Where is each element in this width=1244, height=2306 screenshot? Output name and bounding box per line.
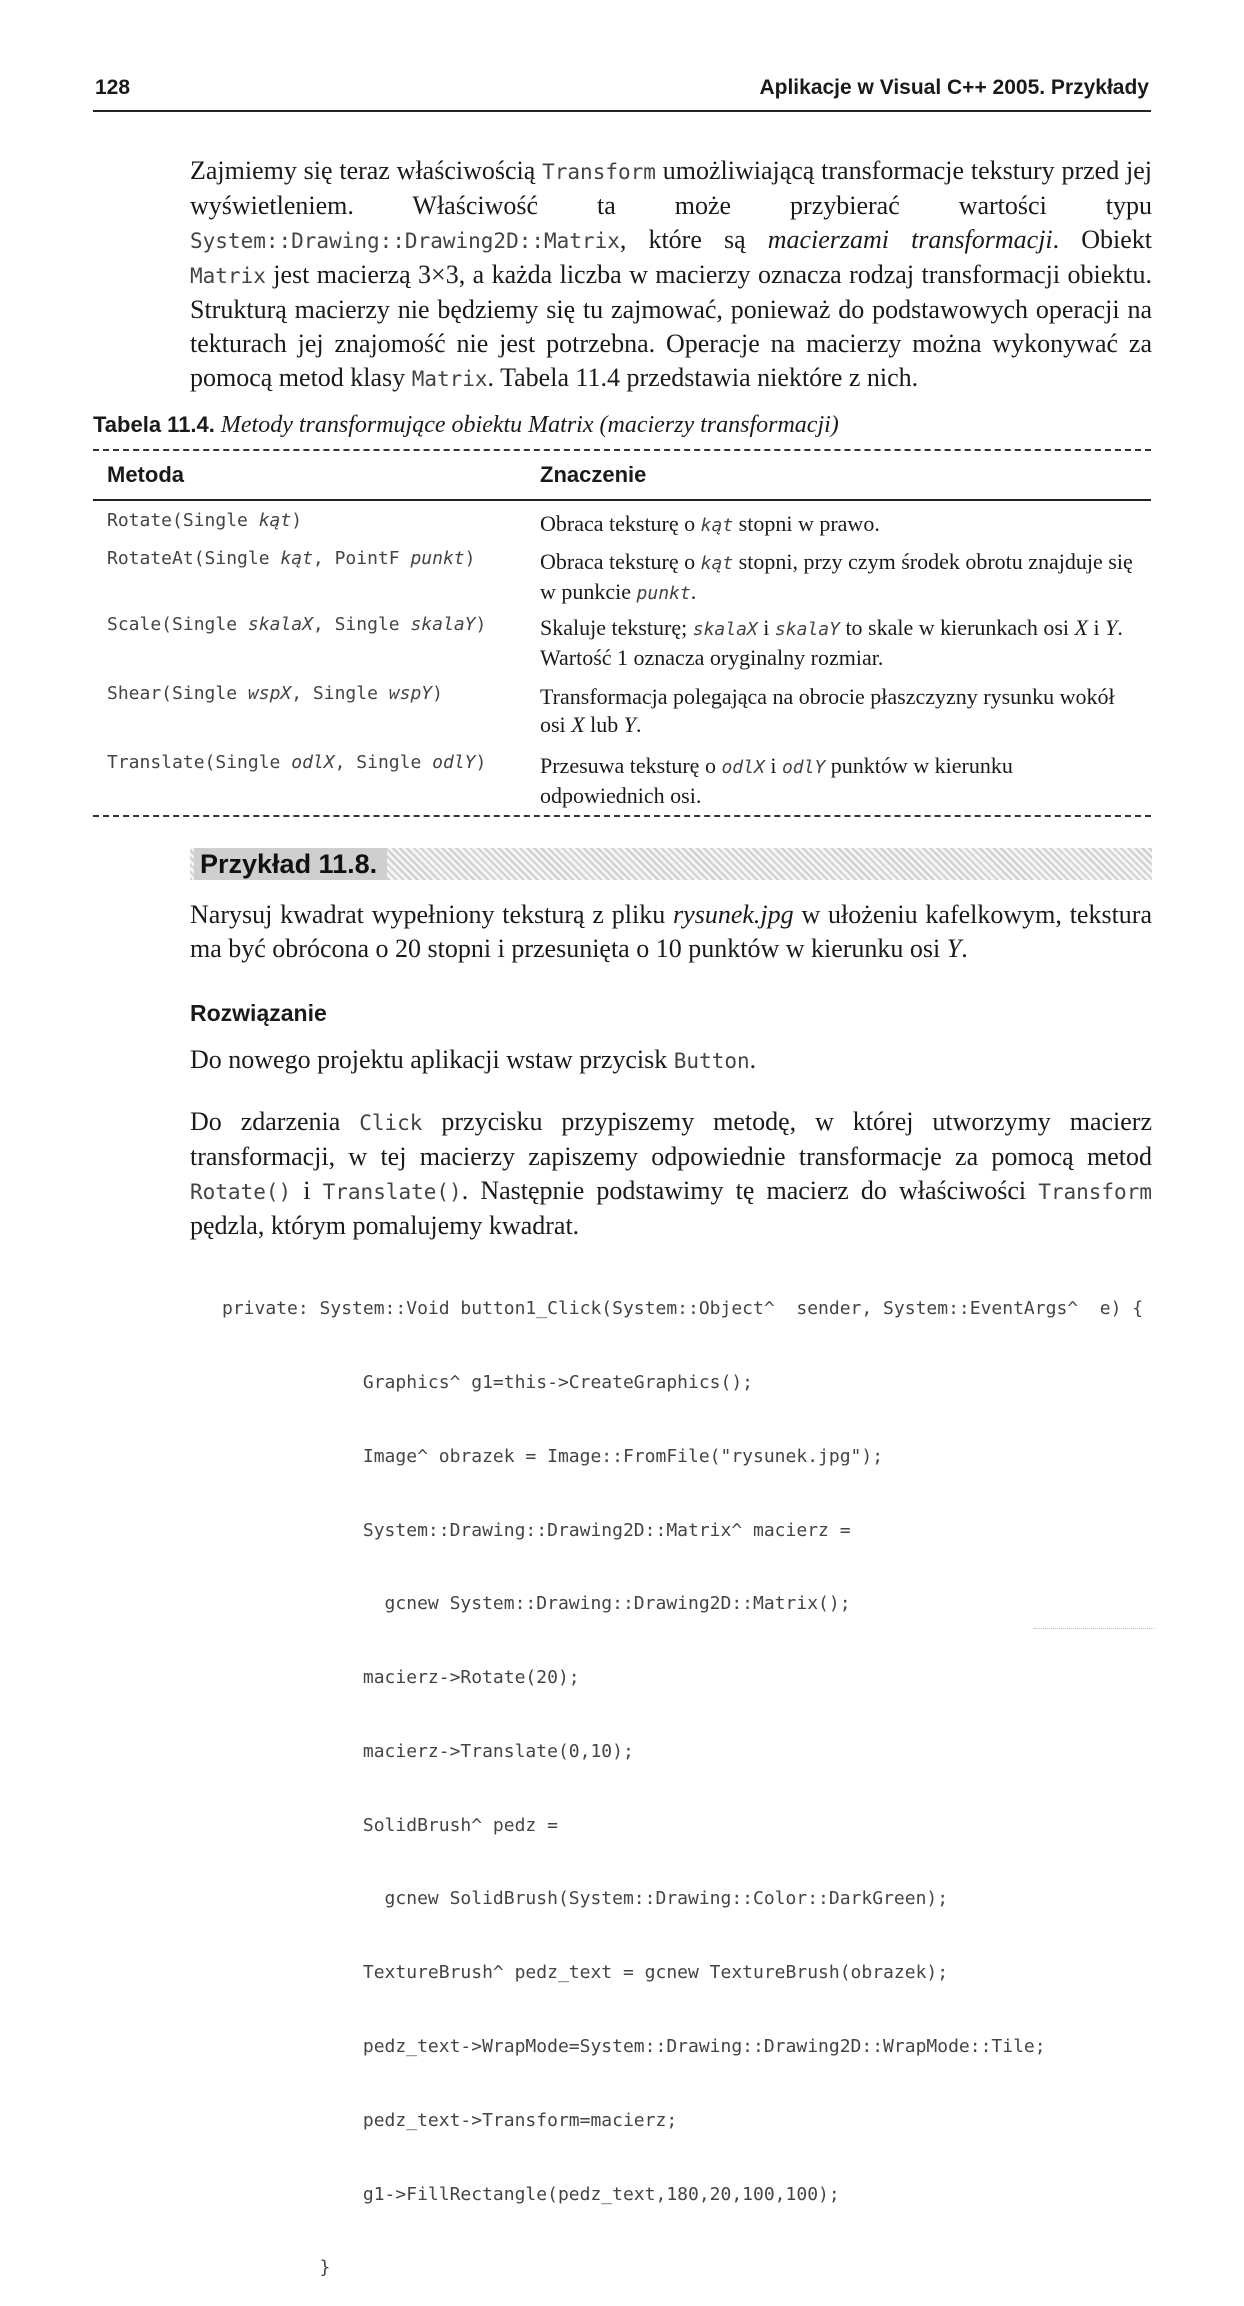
axis-letter: Y — [1105, 615, 1118, 640]
table-header-method: Metoda — [107, 462, 184, 487]
text-run: Do zdarzenia — [190, 1107, 360, 1136]
method-name: RotateAt(Single — [107, 548, 281, 569]
solution-paragraph-1 — [190, 1043, 1152, 1078]
code-line: g1->FillRectangle(pedz_text,180,20,100,100); — [222, 2183, 840, 2205]
code-inline: Matrix — [411, 367, 488, 391]
text-run: Transformacja polegająca na obrocie płaszczyzny rysunku wokół osi — [540, 684, 1115, 737]
method-param: skalaY — [410, 614, 476, 635]
text-run: . — [690, 579, 697, 604]
method-description — [540, 548, 1140, 608]
table-caption-label: Tabela 11.4. — [93, 412, 215, 437]
code-inline: Transform — [542, 160, 656, 184]
table-header-meaning: Znaczenie — [540, 462, 647, 487]
solution-heading: Rozwiązanie — [190, 1000, 327, 1026]
text-run: . Wartość 1 oznacza oryginalny rozmiar. — [540, 615, 1123, 670]
text-run: w ułożeniu kafelkowym, tekstura ma być obrócona o 20 stopni i przesunięta o 10 punktów w kierunku osi — [190, 900, 1152, 963]
axis-letter: Y — [623, 712, 637, 737]
method-param: odlX — [291, 752, 335, 773]
code-inline: Matrix — [190, 264, 266, 288]
method-param: wspY — [388, 683, 433, 704]
method-signature — [107, 614, 486, 635]
method-param: kąt — [280, 548, 313, 569]
text-run: jest macierzą 3×3, a każda liczba w macierzy oznacza rodzaj transformacji obiektu. Strukturą macierzy nie będziemy się tu zajmować, ponieważ do podstawowych operacji na tekturach jej znajomość nie jest potrzebna. Operacje na macierzy można wykonywać za pomocą metod klasy — [190, 260, 1152, 392]
code-inline: skalaY — [774, 619, 840, 640]
method-name: Rotate(Single — [107, 510, 259, 531]
text-run: Narysuj kwadrat wypełniony teksturą z pliku — [190, 900, 674, 929]
axis-letter: Y — [946, 934, 962, 963]
code-line: SolidBrush^ pedz = — [222, 1814, 558, 1836]
text-run: Obraca teksturę o — [540, 549, 701, 574]
code-inline: Click — [359, 1111, 423, 1135]
table-header-rule — [93, 499, 1151, 501]
method-param: kąt — [258, 510, 292, 531]
code-line: gcnew SolidBrush(System::Drawing::Color::DarkGreen); — [222, 1888, 949, 1910]
file-name: rysunek.jpg — [673, 900, 794, 929]
text-run: i — [764, 753, 782, 778]
page-number: 128 — [95, 76, 131, 99]
code-line: macierz->Translate(0,10); — [222, 1740, 634, 1762]
method-end: ) — [475, 614, 487, 635]
emphasis: macierzami transformacji — [767, 225, 1053, 254]
method-signature — [107, 548, 475, 569]
method-end: ) — [291, 510, 303, 531]
code-line: pedz_text->Transform=macierz; — [222, 2109, 678, 2131]
text-run: . Następnie podstawimy tę macierz do właściwości — [461, 1176, 1039, 1205]
code-inline: System::Drawing::Drawing2D::Matrix — [190, 229, 620, 253]
method-signature — [107, 752, 486, 773]
method-end: ) — [464, 548, 476, 569]
table-caption — [93, 412, 839, 439]
text-run: . Tabela 11.4 przedstawia niektóre z nich. — [487, 363, 919, 392]
method-param: punkt — [410, 548, 465, 569]
method-mid: , Single — [334, 752, 433, 773]
page-header — [93, 76, 1151, 112]
text-run: i — [757, 615, 775, 640]
method-mid: , PointF — [312, 548, 411, 569]
code-inline: Transform — [1038, 1180, 1152, 1204]
text-run: punktów w kierunku odpowiednich osi. — [540, 753, 1013, 808]
axis-letter: X — [1074, 615, 1088, 640]
table-top-rule — [93, 449, 1151, 451]
example-heading-band — [190, 848, 1152, 880]
code-line: macierz->Rotate(20); — [222, 1667, 580, 1689]
text-run: Przesuwa teksturę o — [540, 753, 722, 778]
table-bottom-rule — [93, 815, 1151, 817]
code-listing — [222, 1248, 1143, 2306]
text-run: Zajmiemy się teraz właściwością — [190, 156, 543, 185]
code-inline: punkt — [636, 583, 691, 604]
axis-letter: X — [571, 712, 585, 737]
text-run: i — [1088, 615, 1106, 640]
method-description — [540, 752, 1140, 810]
code-line: gcnew System::Drawing::Drawing2D::Matrix(); — [222, 1593, 851, 1615]
text-run: i — [291, 1176, 323, 1205]
code-line: Image^ obrazek = Image::FromFile("rysunek.jpg"); — [222, 1445, 884, 1467]
text-run: umożliwiającą transformacje tekstury przed jej wyświetleniem. Właściwość ta może przybierać wartości typu — [190, 156, 1152, 220]
method-mid: , Single — [291, 683, 389, 704]
example-heading: Przykład 11.8. — [194, 848, 387, 880]
method-name: Translate(Single — [107, 752, 292, 773]
text-run: . — [961, 934, 968, 963]
text-run: to skale w kierunkach osi — [839, 615, 1075, 640]
solution-paragraph-2 — [190, 1105, 1152, 1243]
code-inline: odlX — [721, 757, 765, 778]
code-inline: kąt — [700, 515, 734, 536]
text-run: stopni, przy czym środek obrotu znajduje się w punkcie — [540, 549, 1133, 604]
text-run: . — [636, 712, 642, 737]
text-run: Do nowego projektu aplikacji wstaw przycisk — [190, 1045, 674, 1074]
method-name: Shear(Single — [107, 683, 248, 704]
code-line: System::Drawing::Drawing2D::Matrix^ macierz = — [222, 1519, 851, 1541]
code-line: TextureBrush^ pedz_text = gcnew TextureBrush(obrazek); — [222, 1962, 949, 1984]
method-name: Scale(Single — [107, 614, 248, 635]
text-run: , które są — [619, 225, 768, 254]
text-run: . Obiekt — [1052, 225, 1152, 254]
method-param: odlY — [432, 752, 476, 773]
text-run: Skaluje teksturę; — [540, 615, 693, 640]
code-line: Graphics^ g1=this->CreateGraphics(); — [222, 1371, 754, 1393]
method-signature — [107, 683, 443, 704]
code-line: } — [222, 2257, 331, 2279]
method-param: skalaX — [247, 614, 313, 635]
table-caption-text: Metody transformujące obiektu Matrix (macierzy transformacji) — [220, 412, 839, 438]
code-line: private: System::Void button1_Click(System::Object^ sender, System::EventArgs^ e) { — [222, 1298, 1144, 1320]
text-run: . — [749, 1045, 757, 1074]
method-description — [540, 614, 1140, 672]
text-run: pędzla, którym pomalujemy kwadrat. — [190, 1211, 580, 1240]
intro-paragraph — [190, 154, 1152, 396]
text-run: stopni w prawo. — [733, 511, 880, 536]
text-run: lub — [584, 712, 624, 737]
method-description — [540, 510, 1140, 540]
method-end: ) — [475, 752, 487, 773]
code-line: pedz_text->WrapMode=System::Drawing::Drawing2D::WrapMode::Tile; — [222, 2036, 1046, 2057]
method-signature — [107, 510, 302, 531]
page-end-mark — [1034, 1628, 1154, 1629]
method-description — [540, 683, 1140, 739]
code-inline: kąt — [700, 553, 734, 574]
example-task — [190, 898, 1152, 966]
code-inline: Button — [673, 1049, 750, 1073]
code-inline: Translate() — [322, 1180, 462, 1204]
text-run: przycisku przypiszemy metodę, w której utworzymy macierz transformacji, w tej macierzy zapiszemy odpowiednie transformacje za pomocą metod — [190, 1107, 1152, 1171]
running-title: Aplikacje w Visual C++ 2005. Przykłady — [759, 76, 1149, 99]
code-inline: odlY — [781, 757, 826, 778]
code-inline: skalaX — [692, 619, 758, 640]
method-mid: , Single — [312, 614, 411, 635]
method-param: wspX — [247, 683, 292, 704]
text-run: Obraca teksturę o — [540, 511, 701, 536]
method-end: ) — [432, 683, 443, 704]
code-inline: Rotate() — [190, 1180, 292, 1204]
